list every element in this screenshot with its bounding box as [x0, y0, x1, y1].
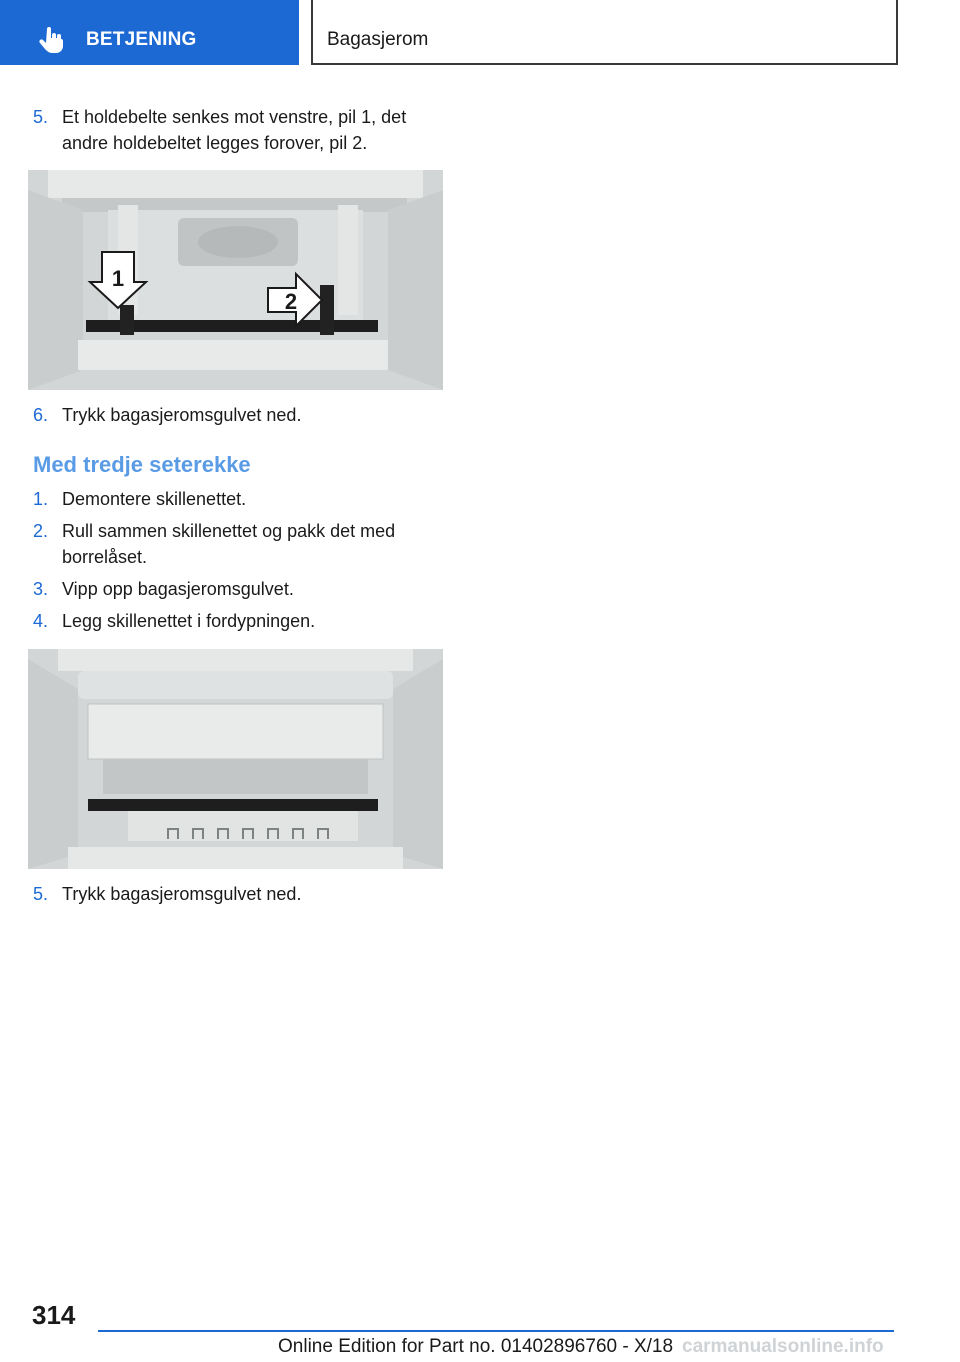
- list-item: [33, 402, 443, 428]
- step-text: Et holdebelte senkes mot venstre, pil 1, det andre holdebeltet legges forover, pil 2.: [62, 107, 407, 153]
- step-text: Demontere skillenettet.: [62, 489, 247, 509]
- chapter-title: BETJENING: [86, 29, 197, 50]
- list-item: [33, 608, 443, 634]
- list-item: [33, 518, 443, 570]
- step-text: Trykk bagasjeromsgulvet ned.: [62, 884, 302, 904]
- trunk-figure-third-row: [28, 649, 443, 869]
- page-number: 314: [32, 1300, 76, 1330]
- step-text: Trykk bagasjeromsgulvet ned.: [62, 405, 302, 425]
- list-item: [33, 104, 443, 156]
- section-heading: Med tredje seterekke: [33, 452, 251, 477]
- trunk-figure-belts: [28, 170, 443, 390]
- step-text: Rull sammen skillenettet og pakk det med borrelåset.: [62, 521, 396, 567]
- footer-edition: Online Edition for Part no. 01402896760 - X/18: [278, 1336, 674, 1357]
- hand-pointer-icon: [38, 26, 66, 54]
- step-number: 2.: [33, 521, 49, 541]
- watermark: carmanualsonline.info: [682, 1336, 884, 1357]
- step-text: Vipp opp bagasjeromsgulvet.: [62, 579, 294, 599]
- step-number: 1.: [33, 489, 49, 509]
- list-item: [33, 881, 443, 907]
- footer-divider: [98, 1330, 894, 1332]
- step-number: 6.: [33, 405, 49, 425]
- step-number: 5.: [33, 107, 49, 127]
- list-item: [33, 486, 443, 512]
- arrow-label-2: 2: [284, 289, 298, 314]
- chapter-tab[interactable]: [0, 0, 299, 65]
- step-number: 4.: [33, 611, 49, 631]
- step-number: 3.: [33, 579, 49, 599]
- section-header: [311, 0, 898, 65]
- step-text: Legg skillenettet i fordypningen.: [62, 611, 316, 631]
- list-item: [33, 576, 443, 602]
- arrow-label-1: 1: [111, 266, 125, 291]
- step-number: 5.: [33, 884, 49, 904]
- section-name: Bagasjerom: [327, 29, 429, 50]
